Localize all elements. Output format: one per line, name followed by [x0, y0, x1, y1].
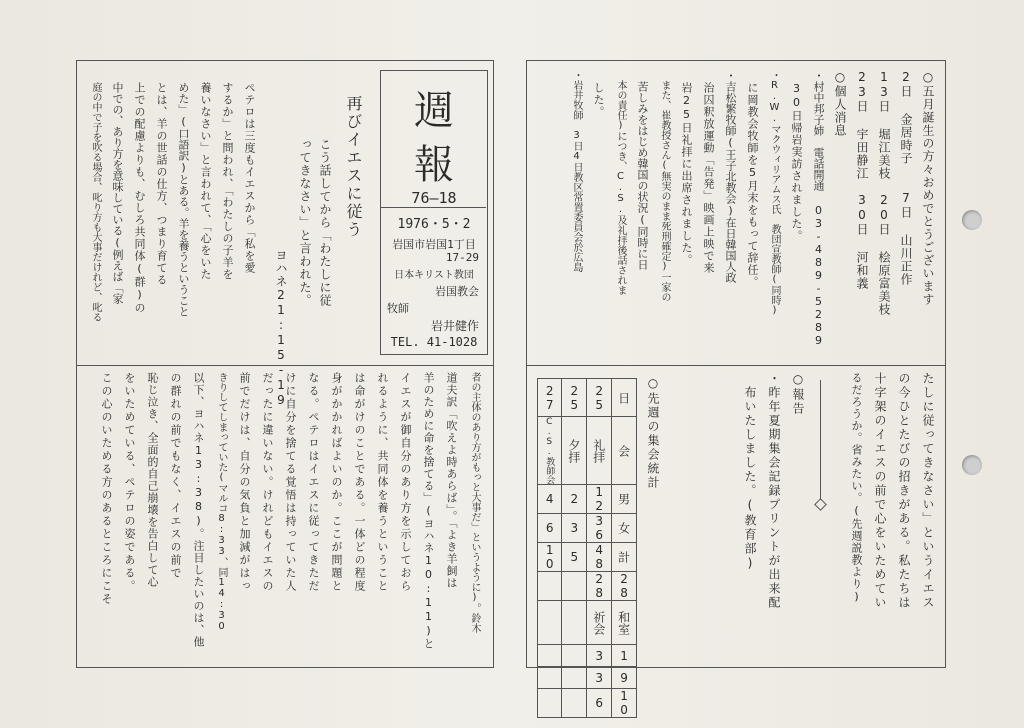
personal-line: ・村中邦子姉 電話開通 03-489-5289	[812, 70, 825, 347]
report-line: 布いたしました。(教育部)	[743, 372, 757, 572]
attendance-cell: 和室	[612, 601, 637, 645]
table-row	[538, 543, 637, 572]
right-divider	[526, 365, 946, 366]
sermon-line: 道夫訳「吹えよ時あらば」。「よき羊飼は	[445, 372, 458, 589]
masthead-divider	[381, 207, 486, 208]
pastor-role: 牧師	[387, 302, 409, 315]
attendance-cell	[562, 667, 587, 689]
attendance-cell: 10	[538, 543, 562, 572]
table-row	[538, 645, 637, 667]
attendance-cell: 25	[562, 379, 587, 417]
personal-line: 岩25日礼拝に出席されました。	[680, 70, 693, 266]
attendance-cell: 2	[562, 485, 587, 514]
continuation-end-mark	[820, 380, 821, 500]
personal-line: ・吉松繁牧師(王子北教会)在日韓国人政	[724, 70, 737, 283]
birthday-line: 13日 堀江美枝 20日 桧原富美枝	[877, 70, 891, 316]
news-section	[534, 70, 939, 360]
sermon-body-lower	[84, 372, 486, 662]
table-row	[538, 485, 637, 514]
birthday-line: 2日 金居時子 7日 山川正作	[899, 70, 913, 286]
scripture-line-2: ってきなさい」と言われた。	[298, 138, 312, 307]
report-section	[730, 372, 810, 662]
sermon-line: れるように、共同体を養うということ	[376, 372, 389, 593]
table-row	[538, 514, 637, 543]
attendance-cell: 男	[612, 485, 637, 514]
attendance-cell: 日	[612, 379, 637, 417]
sermon-line: 上での配慮よりも、むしろ共同体(群)の	[133, 82, 146, 314]
personal-line: に岡教会牧師を5月末をもって辞任。	[746, 70, 759, 288]
sermon-line: イエスが御自分のあり方を示しておら	[399, 372, 412, 593]
table-row	[538, 379, 637, 417]
attendance-cell: 3	[587, 645, 612, 667]
attendance-cell: 3	[562, 514, 587, 543]
sermon-line: の今ひとたびの招きがある。私たちは	[897, 372, 911, 610]
attendance-cell: 10	[612, 689, 637, 718]
attendance-cell: 計	[612, 543, 637, 572]
attendance-table	[537, 378, 637, 718]
issue-number: 76—18	[411, 189, 457, 207]
attendance-cell	[562, 601, 587, 645]
sermon-line: 身がかかればよいのか。ここが問題と	[330, 372, 343, 593]
sermon-line: たしに従ってきなさい」というイエス	[921, 372, 935, 610]
sermon-line: るだろうか。省みたい。(先週説教より)	[850, 372, 863, 604]
report-line: ・昨年夏期集会記録プリントが出来配	[767, 372, 781, 610]
attendance-cell: 5	[562, 543, 587, 572]
attendance-cell	[562, 572, 587, 601]
attendance-cell: 12	[587, 485, 612, 514]
personal-line: ・R.W.マクウィリアムス氏 教団宣教師(同時)	[769, 70, 780, 316]
sermon-line: なる。ペテロはイエスに従ってきただ	[307, 372, 320, 593]
church-line-1: 日本キリスト教団	[394, 270, 474, 281]
attendance-cell: 礼拝	[587, 417, 612, 485]
sermon-line: だったに違いない。けれどもイエスの	[261, 372, 274, 593]
attendance-cell	[538, 667, 562, 689]
attendance-cell: 会	[612, 417, 637, 485]
personal-line: 30日帰岩実訪されました。	[790, 70, 803, 242]
scripture-line-1: こう話してから「わたしに従	[318, 138, 332, 307]
sermon-line: 前でだけは、自分の気負と加減がはっ	[238, 372, 251, 593]
sermon-line: けに自分を捨てる覚悟は持っていた人	[284, 372, 297, 593]
attendance-cell: 6	[538, 514, 562, 543]
attendance-cell: 夕拝	[562, 417, 587, 485]
personal-line: 苦しみをはじめ韓国の状況(同時に日	[636, 70, 649, 270]
telephone: TEL. 41-1028	[390, 335, 478, 349]
attendance-cell: 4	[538, 485, 562, 514]
scripture-reference: ヨハネ21:15-19	[274, 210, 288, 408]
masthead-title-2: 報	[414, 142, 454, 188]
sermon-line: 庭の中で子を吹る場合、叱り方も大事だけれど、叱る	[90, 82, 101, 322]
attendance-cell	[562, 689, 587, 718]
report-heading: ○報告	[791, 372, 805, 416]
personal-line: 本の責任)につき、C.S.及礼拝後話されま	[615, 70, 626, 295]
attendance-cell	[562, 645, 587, 667]
sermon-line: は命がけのことである。一体どの程度	[353, 372, 366, 593]
sermon-line: 養いなさい」と言われて、「心をいた	[199, 82, 212, 281]
masthead-title-1: 週	[414, 88, 454, 134]
attendance-cell: 28	[587, 572, 612, 601]
birthdays-heading: ○五月誕生の方々おめでとうございます	[921, 70, 935, 306]
attendance-cell	[538, 689, 562, 718]
table-row	[538, 689, 637, 718]
address-line-1: 岩国市岩国1丁目	[392, 238, 476, 251]
sermon-line: とは、羊の世話の仕方、つまり育てる	[155, 82, 168, 286]
masthead	[380, 70, 488, 355]
attendance-cell: 9	[612, 667, 637, 689]
birthday-line: 23日 宇田静江 30日 河和義	[855, 70, 869, 290]
sermon-line: 中での、あり方を意味している(例えば「家	[111, 82, 124, 304]
personal-line: また、崔教授さん(無実のまま死刑確定)一家の	[659, 70, 670, 302]
attendance-cell: 28	[612, 572, 637, 601]
attendance-cell: 祈会	[587, 601, 612, 645]
sermon-line: 恥じ泣き、全面的自己崩壊を告白して心	[146, 372, 159, 588]
table-row	[538, 601, 637, 645]
personal-line: した。	[592, 70, 605, 118]
church-line-2: 岩国教会	[435, 285, 479, 298]
attendance-cell	[538, 572, 562, 601]
sermon-continuation	[840, 372, 940, 662]
sermon-heading: 再びイエスに従う	[344, 95, 363, 239]
attendance-cell	[538, 601, 562, 645]
attendance-cell: 27	[538, 379, 562, 417]
issue-date: 1976・5・2	[397, 217, 471, 232]
attendance-cell	[538, 645, 562, 667]
sermon-line: 者の主体のあり方がもっと大事だ」というように)。鈴木	[469, 372, 480, 633]
binder-hole-bottom	[962, 455, 982, 475]
personal-line: ・岩井牧師 3日4日教区常置委員会於広島	[571, 70, 582, 272]
sermon-line: ペテロは三度もイエスから「私を愛	[243, 82, 256, 274]
sermon-line: この心のいためる方のあるところにこそ	[100, 372, 113, 606]
attendance-cell: C.S.教師会	[538, 417, 562, 485]
sermon-body-upper	[84, 82, 260, 358]
personal-line: 治囚釈放運動「告発」映画上映で来	[702, 70, 715, 274]
sermon-line: 以下、ヨハネ13:38)。注目したいのは、他	[192, 372, 205, 648]
sermon-line: きりしてしまっていた(マルコ8:33、同14:30	[216, 372, 227, 632]
table-row	[538, 667, 637, 689]
binder-hole-top	[962, 210, 982, 230]
sermon-line: の群れの前でもなく、イエスの前で	[169, 372, 182, 580]
sermon-line: をいためている、ペテロの姿である。	[123, 372, 136, 593]
attendance-heading: ○先週の集会統計	[646, 376, 660, 490]
sermon-line: めた」(口語訳)とある。羊を養うということ	[177, 82, 190, 317]
personal-heading: ○個人消息	[833, 70, 847, 137]
sermon-line: 十字架のイエスの前で心をいためてい	[873, 372, 887, 610]
attendance-cell: 25	[587, 379, 612, 417]
attendance-cell: 48	[587, 543, 612, 572]
attendance-cell: 1	[612, 645, 637, 667]
pastor-name: 岩井健作	[430, 319, 479, 333]
sermon-line: するか」と問われ、「わたしの子羊を	[221, 82, 234, 281]
attendance-cell: 6	[587, 689, 612, 718]
attendance-cell: 36	[587, 514, 612, 543]
attendance-cell: 3	[587, 667, 612, 689]
table-row	[538, 417, 637, 485]
attendance-cell: 女	[612, 514, 637, 543]
address-line-2: 17-29	[445, 251, 479, 264]
sermon-line: 羊のために命を捨てる」(ヨハネ10:11)と	[422, 372, 435, 650]
table-row	[538, 572, 637, 601]
